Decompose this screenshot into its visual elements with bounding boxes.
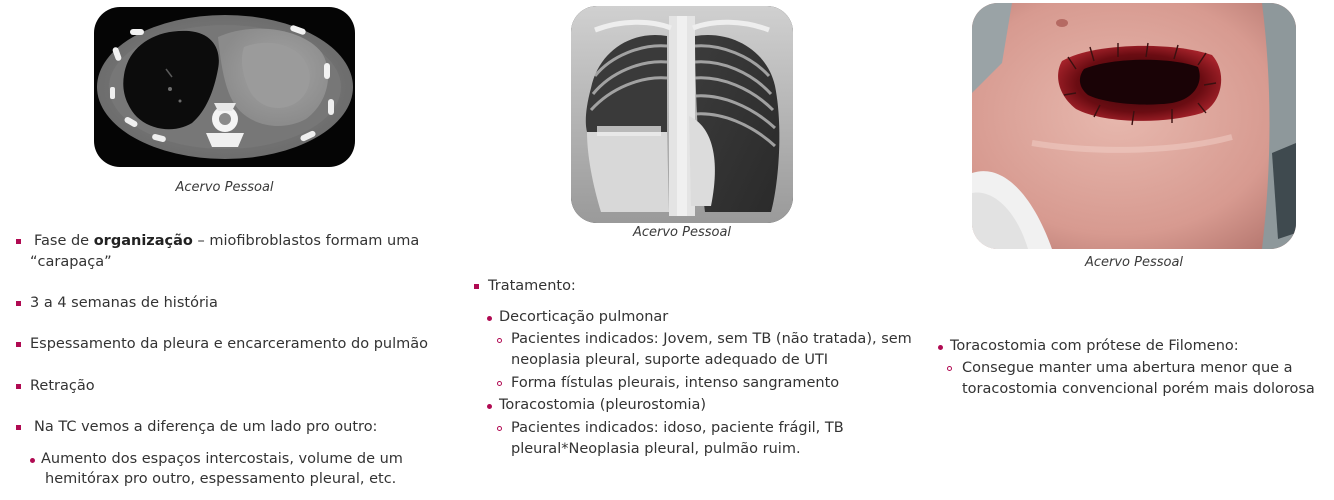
toracostomia-photo [972, 3, 1296, 249]
bullet-semanas: 3 a 4 semanas de história [30, 295, 218, 311]
ct-scan-drawing [94, 7, 355, 167]
sub-aumento: Aumento dos espaços intercostais, volume de um [41, 451, 403, 467]
sub-filomeno-cont: toracostomia convencional porém mais dolorosa [962, 381, 1315, 397]
bullet-dot [487, 404, 492, 409]
sub-indicados-idoso: Pacientes indicados: idoso, paciente frágil, TB [511, 420, 844, 436]
bullet-dot [487, 316, 492, 321]
sub-indicados-idoso-cont: pleural*Neoplasia pleural, pulmão ruim. [511, 441, 801, 457]
xray-image-caption: Acervo Pessoal [632, 225, 732, 240]
bullet-square [16, 301, 21, 306]
bullet-square [16, 425, 21, 430]
bullet-organizacao: Fase de organização – miofibroblastos formam uma [34, 233, 420, 249]
chest-xray-image [571, 6, 793, 223]
item-decorticacao: Decorticação pulmonar [499, 309, 669, 325]
ct-scan-image [94, 7, 355, 167]
photo-caption: Acervo Pessoal [1084, 255, 1184, 270]
bullet-ring [947, 366, 952, 371]
bullet-square [16, 239, 21, 244]
bullet-organizacao-cont: “carapaça” [30, 254, 112, 270]
bullet-dot [30, 458, 35, 463]
bullet-ring [497, 381, 502, 386]
bullet-square [16, 384, 21, 389]
bullet-square [474, 284, 479, 289]
ct-image-caption: Acervo Pessoal [175, 180, 274, 195]
bullet-ring [497, 338, 502, 343]
sub-filomeno: Consegue manter uma abertura menor que a [962, 360, 1293, 376]
sub-indicados-jovem: Pacientes indicados: Jovem, sem TB (não tratada), sem [511, 331, 912, 347]
toracostomia-photo-drawing [972, 3, 1296, 249]
bullet-square [16, 342, 21, 347]
chest-xray-drawing [571, 6, 793, 223]
item-filomeno: Toracostomia com prótese de Filomeno: [950, 338, 1239, 354]
bullet-tc: Na TC vemos a diferença de um lado pro outro: [34, 419, 378, 435]
bullet-espessamento: Espessamento da pleura e encarceramento do pulmão [30, 336, 429, 352]
sub-aumento-cont: hemitórax pro outro, espessamento pleural, etc. [45, 471, 397, 487]
bullet-ring [497, 426, 502, 431]
bullet-dot [938, 345, 943, 350]
item-toracostomia: Toracostomia (pleurostomia) [499, 397, 707, 413]
sub-fistulas: Forma fístulas pleurais, intenso sangramento [511, 375, 840, 391]
sub-indicados-jovem-cont: neoplasia pleural, suporte adequado de UTI [511, 352, 829, 368]
bullet-retracao: Retração [30, 378, 95, 394]
tratamento-heading: Tratamento: [488, 278, 576, 294]
